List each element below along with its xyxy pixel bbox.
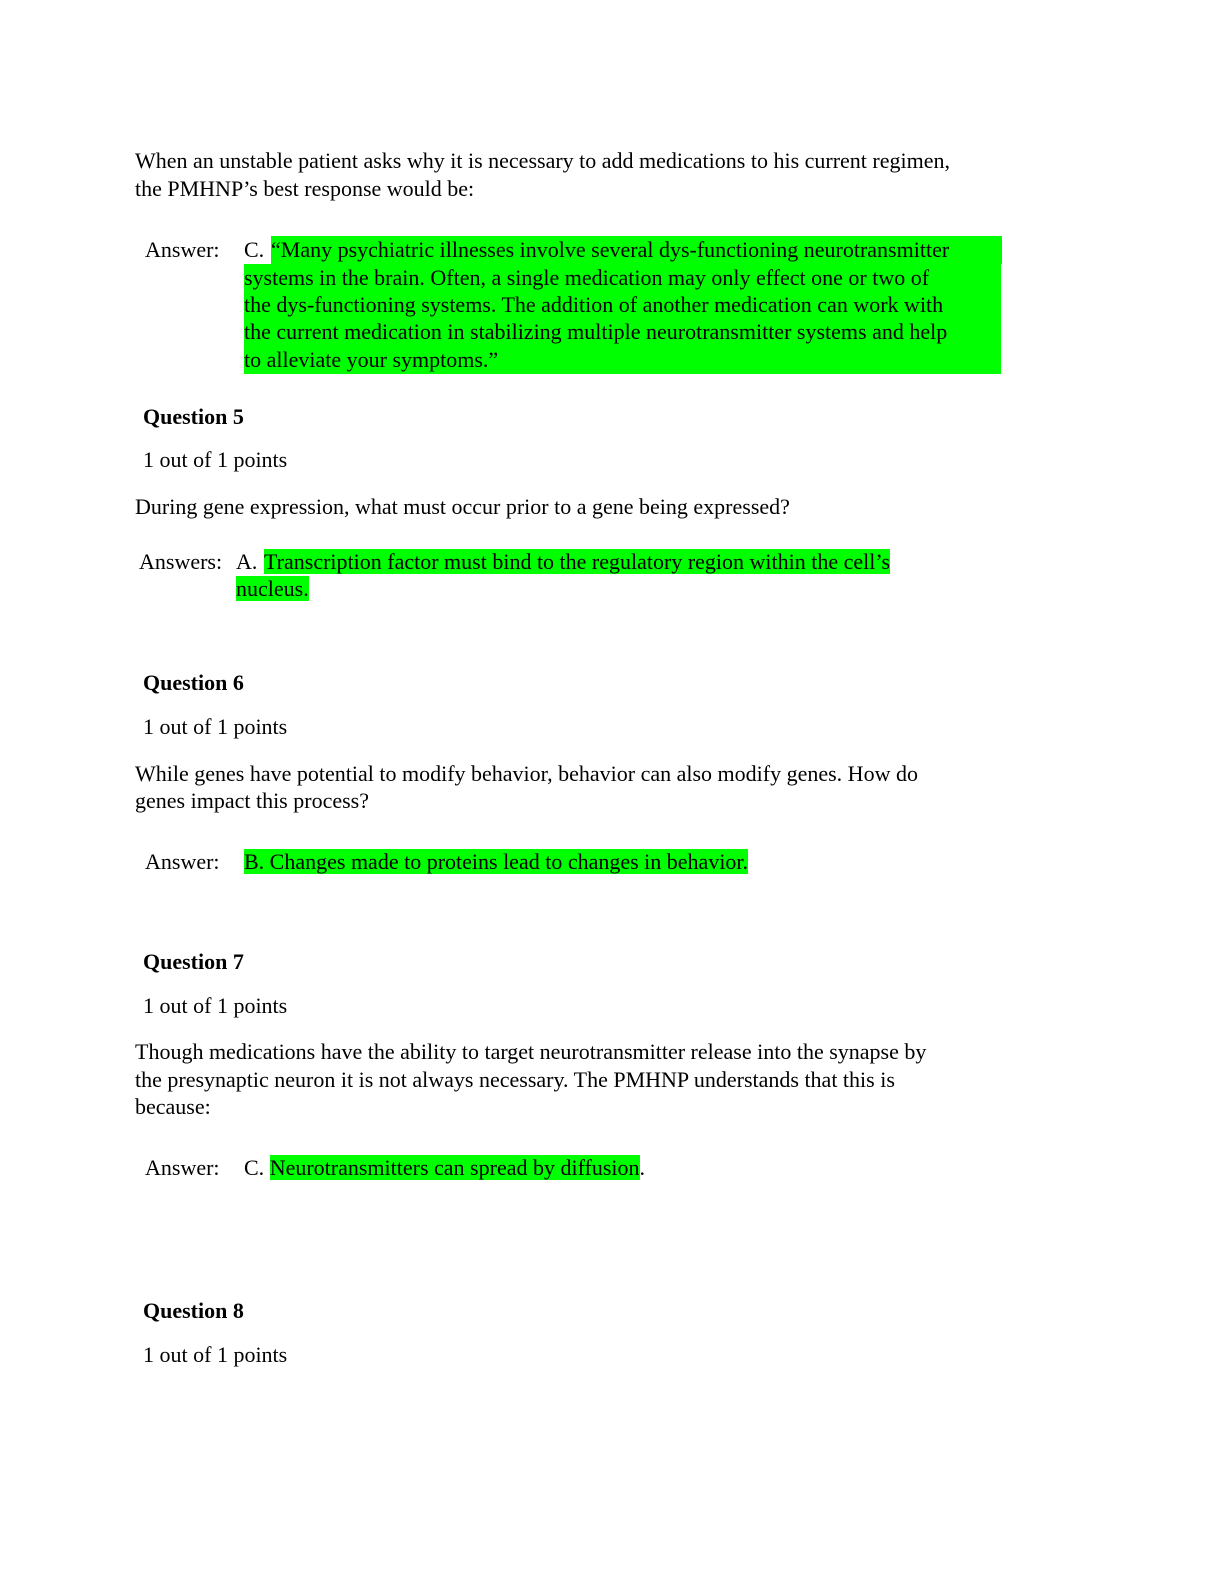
question-7-points: 1 out of 1 points	[143, 993, 288, 1018]
question-5-title: Question 5	[143, 404, 244, 429]
question-8-points: 1 out of 1 points	[143, 1342, 288, 1367]
question-5-text: During gene expression, what must occur prior to a gene being expressed?	[135, 494, 790, 519]
intro-answer-label: Answer:	[145, 237, 220, 262]
question-7-answer	[244, 1154, 645, 1182]
question-6-title: Question 6	[143, 670, 244, 695]
intro-answer-line-2: systems in the brain. Often, a single medication may only effect one or two of	[244, 265, 930, 290]
question-5-answer-letter: A.	[236, 549, 258, 574]
intro-question-line-1: When an unstable patient asks why it is necessary to add medications to his current regimen,	[135, 148, 950, 173]
question-6-answer	[244, 848, 748, 876]
question-5-answer-line-1	[264, 548, 890, 576]
question-7-answer-letter: C.	[244, 1155, 265, 1180]
question-6-points: 1 out of 1 points	[143, 714, 288, 739]
intro-answer-line-3: the dys-functioning systems. The addition of another medication can work with	[244, 292, 944, 317]
intro-question-line-2: the PMHNP’s best response would be:	[135, 176, 475, 201]
question-7-answer-trailing: .	[639, 1155, 646, 1180]
intro-answer-letter: C.	[244, 237, 265, 262]
question-6-text-line-1: While genes have potential to modify behavior, behavior can also modify genes. How do	[135, 761, 918, 786]
intro-answer-line-5: to alleviate your symptoms.”	[244, 347, 499, 372]
question-7-answer-label: Answer:	[145, 1155, 220, 1180]
question-7-text-line-3: because:	[135, 1094, 211, 1119]
question-5-answer-line-1-text: Transcription factor must bind to the regulatory region within the cell’s	[264, 549, 891, 574]
intro-answer-line-1: “Many psychiatric illnesses involve several dys-functioning neurotransmitter	[271, 237, 950, 262]
question-7-title: Question 7	[143, 949, 244, 974]
question-5-answer-label: Answers:	[139, 549, 223, 574]
question-6-text-line-2: genes impact this process?	[135, 788, 369, 813]
question-5-points: 1 out of 1 points	[143, 447, 288, 472]
question-7-answer-text: Neurotransmitters can spread by diffusion	[269, 1155, 640, 1180]
question-8-title: Question 8	[143, 1298, 244, 1323]
question-5-answer-line-2	[236, 575, 309, 603]
question-6-answer-label: Answer:	[145, 849, 220, 874]
question-6-answer-text: B. Changes made to proteins lead to changes in behavior.	[244, 849, 749, 874]
question-7-text-line-2: the presynaptic neuron it is not always necessary. The PMHNP understands that this is	[135, 1067, 895, 1092]
question-5-answer-line-2-text: nucleus.	[236, 576, 309, 601]
intro-answer-line-4: the current medication in stabilizing multiple neurotransmitter systems and help	[244, 319, 948, 344]
question-7-text-line-1: Though medications have the ability to target neurotransmitter release into the synapse by	[135, 1039, 927, 1064]
